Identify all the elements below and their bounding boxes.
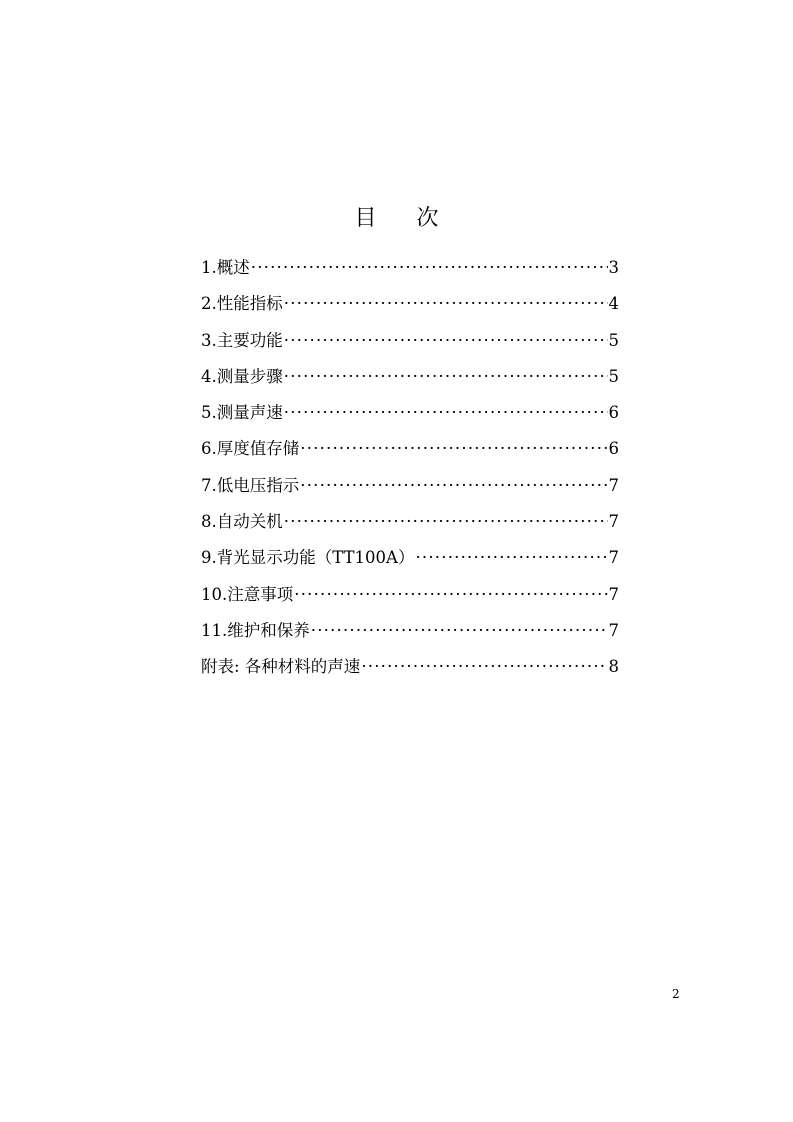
toc-entry-thickness-storage[interactable] [201,435,619,471]
toc-leader-dots [415,544,607,572]
toc-entry-measurement-steps[interactable] [201,363,619,399]
toc-entry-page: 8 [608,657,619,677]
toc-entry-precautions[interactable] [201,581,619,617]
toc-entry-backlight[interactable] [201,544,619,580]
title-char-left: 目 [354,206,377,231]
toc-entry-main-functions[interactable] [201,327,619,363]
toc-entry-page: 5 [608,330,619,350]
toc-entry-page: 7 [608,584,619,604]
toc-entry-page: 6 [608,439,619,459]
toc-entry-appendix[interactable] [201,653,619,689]
toc-entry-label: 2.性能指标 [201,294,283,314]
toc-entry-label: 11.维护和保养 [201,620,310,640]
toc-entry-label: 10.注意事项 [201,584,294,604]
toc-leader-dots [300,472,607,500]
toc-leader-dots [284,363,608,391]
toc-leader-dots [311,617,608,645]
toc-entry-label: 1.概述 [201,258,250,277]
toc-entry-page: 7 [608,512,619,532]
toc-entry-page: 5 [608,366,619,386]
toc-entry-auto-shutdown[interactable] [201,508,619,544]
title-char-right: 次 [416,206,439,231]
toc-entry-label: 8.自动关机 [201,512,283,532]
toc-entry-performance[interactable] [201,290,619,326]
toc-entry-overview[interactable] [201,254,619,290]
toc-leader-dots [361,653,607,681]
toc-leader-dots [284,290,608,318]
toc-entry-label: 7.低电压指示 [201,475,300,495]
toc-leader-dots [284,508,608,536]
toc-leader-dots [251,254,608,282]
page-title [0,204,793,234]
toc-leader-dots [284,327,608,355]
toc-entry-page: 4 [608,294,619,314]
toc-entry-label: 4.测量步骤 [201,366,283,386]
toc-entry-page: 7 [608,548,619,568]
toc-entry-label: 5.测量声速 [201,403,283,423]
toc-entry-page: 7 [608,475,619,495]
toc-entry-maintenance[interactable] [201,617,619,653]
toc-entry-low-voltage[interactable] [201,472,619,508]
toc-entry-label: 6.厚度值存储 [201,439,300,459]
toc-leader-dots [300,435,607,463]
toc-entry-label: 3.主要功能 [201,330,283,350]
toc-leader-dots [284,399,608,427]
toc-entry-sound-velocity[interactable] [201,399,619,435]
toc-entry-label: 9.背光显示功能（TT100A） [201,548,415,568]
table-of-contents [201,254,619,690]
toc-entry-label: 附表: 各种材料的声速 [201,657,361,677]
page-number: 2 [672,987,680,1001]
toc-entry-page: 3 [608,258,619,277]
toc-leader-dots [294,581,607,609]
toc-entry-page: 7 [608,620,619,640]
toc-entry-page: 6 [608,403,619,423]
